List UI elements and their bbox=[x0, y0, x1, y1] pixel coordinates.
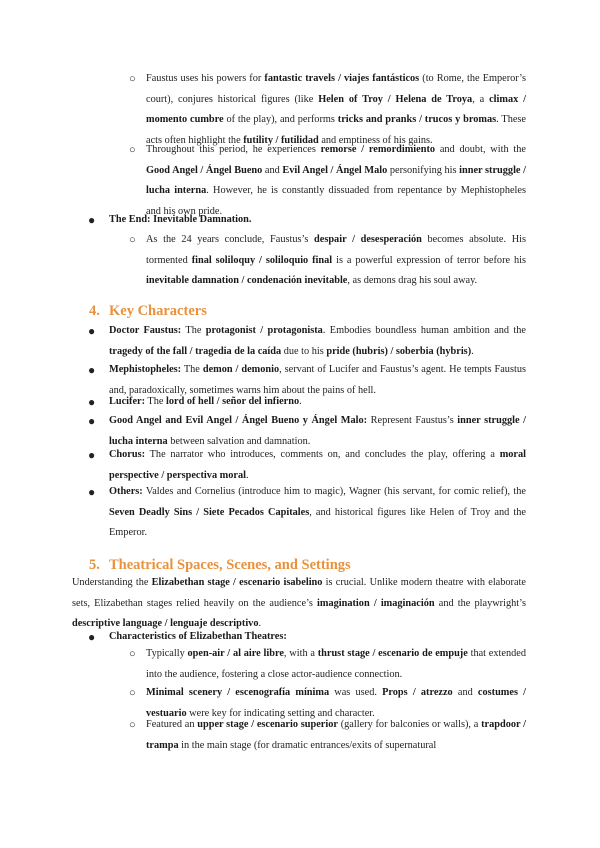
bold-term: lord of hell / señor del infierno bbox=[166, 396, 300, 407]
text-run: is crucial. Unlike modern theatre with elaborate sets, Elizabethan stages relied heavily on the audience’s bbox=[72, 577, 526, 609]
filled-bullet-icon: ● bbox=[88, 395, 96, 409]
section-heading-4 bbox=[89, 301, 207, 321]
hollow-bullet-icon: ○ bbox=[129, 144, 136, 156]
bold-term: Good Angel / Ángel Bueno bbox=[146, 164, 263, 176]
text-run: Throughout this period, he experiences bbox=[146, 144, 321, 155]
hollow-bullet-icon: ○ bbox=[129, 648, 136, 660]
bold-term: Others: bbox=[109, 486, 143, 497]
bold-term: inner struggle / lucha interna bbox=[109, 415, 526, 447]
bold-term: costumes / vestuario bbox=[146, 687, 526, 719]
bold-term: Elizabethan stage / escenario isabelino bbox=[151, 577, 323, 588]
bold-term: final soliloquy / soliloquio final bbox=[191, 254, 333, 266]
heading-number: 5. bbox=[89, 557, 100, 573]
text-run: Typically bbox=[146, 648, 188, 659]
text-run: was used. bbox=[329, 687, 383, 698]
text-run: The bbox=[145, 396, 167, 407]
text-run: becomes absolute. His tormented bbox=[146, 234, 526, 266]
bold-term: inevitable damnation / condenación inevitable bbox=[146, 275, 348, 286]
section-heading-5 bbox=[89, 555, 351, 575]
hollow-bullet-icon: ○ bbox=[129, 719, 136, 731]
bold-term: thrust stage / escenario de empuje bbox=[317, 648, 468, 659]
filled-bullet-icon: ● bbox=[88, 414, 96, 428]
text-run: , as demons drag his soul away. bbox=[347, 275, 478, 286]
text-run: Valdes and Cornelius (introduce him to magic), Wagner (his servant, for comic relief), the bbox=[142, 486, 526, 497]
bold-term: upper stage / escenario superior bbox=[197, 719, 338, 730]
bold-term: pride (hubris) / soberbia (hybris) bbox=[326, 345, 472, 357]
filled-bullet-icon: ● bbox=[88, 448, 96, 462]
text-run: personifying his bbox=[387, 164, 460, 176]
bold-term: Mephistopheles: bbox=[109, 364, 182, 375]
bold-term: trapdoor / trampa bbox=[146, 719, 526, 751]
paragraph-upper-stage bbox=[146, 715, 526, 756]
text-run: in the main stage (for dramatic entrances/exits of supernatural bbox=[178, 739, 437, 751]
text-run: that extended into the audience, fostering a close actor-audience connection. bbox=[146, 648, 526, 680]
text-run: due to his bbox=[281, 345, 327, 357]
bold-term: tricks and pranks / trucos y bromas bbox=[337, 114, 497, 125]
hollow-bullet-icon: ○ bbox=[129, 687, 136, 699]
list-item-lucifer bbox=[109, 392, 526, 413]
text-run: and emptiness of his gains. bbox=[318, 134, 433, 146]
bold-term: The End: Inevitable Damnation. bbox=[109, 214, 252, 225]
bold-term: Chorus: bbox=[109, 449, 146, 460]
list-item-others bbox=[109, 482, 526, 544]
heading-number: 4. bbox=[89, 303, 100, 319]
filled-bullet-icon: ● bbox=[88, 485, 96, 499]
paragraph-travels bbox=[146, 69, 526, 151]
text-run: . bbox=[245, 469, 249, 481]
text-run: . These acts often highlight the bbox=[146, 114, 526, 146]
text-run: of the play), and performs bbox=[223, 114, 338, 125]
hollow-bullet-icon: ○ bbox=[129, 73, 136, 85]
filled-bullet-icon: ● bbox=[88, 324, 96, 338]
paragraph-elizabethan-stage bbox=[72, 573, 526, 635]
bold-term: Characteristics of Elizabethan Theatres: bbox=[109, 631, 287, 642]
heading-title: Theatrical Spaces, Scenes, and Settings bbox=[109, 557, 351, 573]
bold-term: climax / momento cumbre bbox=[146, 93, 526, 125]
filled-bullet-icon: ● bbox=[88, 630, 96, 644]
bold-term: remorse / remordimiento bbox=[320, 144, 436, 155]
list-item-faustus bbox=[109, 321, 526, 362]
text-run: . However, he is constantly dissuaded from repentance by Mephistopheles and his own pride. bbox=[146, 185, 526, 217]
bold-term: Props / atrezzo bbox=[382, 687, 453, 698]
text-run: The narrator who introduces, comments on, and concludes the play, offering a bbox=[145, 449, 500, 460]
bold-term: Seven Deadly Sins / Siete Pecados Capitales bbox=[109, 506, 310, 518]
bold-term: demon / demonio bbox=[202, 364, 280, 375]
text-run: Featured an bbox=[146, 719, 198, 730]
text-run: between salvation and damnation. bbox=[167, 435, 311, 447]
heading-title: Key Characters bbox=[109, 303, 207, 319]
text-run: and the playwright’s bbox=[434, 597, 526, 609]
list-item-the-end bbox=[109, 210, 526, 231]
bold-term: inner struggle / lucha interna bbox=[146, 164, 526, 196]
paragraph-despair bbox=[146, 230, 526, 292]
filled-bullet-icon: ● bbox=[88, 363, 96, 377]
text-run: (gallery for balconies or walls), a bbox=[337, 719, 482, 730]
bold-term: protagonist / protagonista bbox=[205, 325, 323, 336]
text-run: , a bbox=[472, 93, 490, 105]
bold-term: despair / desesperación bbox=[314, 234, 422, 245]
bold-term: imagination / imaginación bbox=[317, 597, 435, 609]
text-run: Represent Faustus’s bbox=[367, 415, 458, 426]
text-run: and bbox=[262, 164, 283, 176]
bold-term: Evil Angel / Ángel Malo bbox=[282, 164, 388, 176]
text-run: , with a bbox=[283, 648, 318, 659]
text-run: (to Rome, the Emperor’s court), conjures historical figures (like bbox=[146, 73, 526, 105]
bold-term: Helen of Troy / Helena de Troya bbox=[318, 93, 473, 105]
filled-bullet-icon: ● bbox=[88, 213, 96, 227]
text-run: The bbox=[181, 325, 206, 336]
text-run: and doubt, with the bbox=[435, 144, 526, 155]
bold-term: tragedy of the fall / tragedia de la caída bbox=[109, 345, 282, 357]
bold-term: descriptive language / lenguaje descriptivo bbox=[72, 618, 259, 629]
bold-term: fantastic travels / viajes fantásticos bbox=[264, 73, 420, 84]
bold-term: Doctor Faustus: bbox=[109, 325, 182, 336]
list-item-chorus bbox=[109, 445, 526, 486]
text-run: , and historical figures like Helen of Troy and the Emperor. bbox=[109, 506, 526, 538]
bold-term: open-air / al aire libre bbox=[187, 648, 284, 659]
text-run: Understanding the bbox=[72, 577, 152, 588]
paragraph-open-air bbox=[146, 644, 526, 685]
text-run: . Embodies boundless human ambition and the bbox=[322, 325, 526, 336]
text-run: is a powerful expression of terror before his bbox=[332, 254, 527, 266]
text-run: and bbox=[452, 687, 478, 698]
text-run: . bbox=[299, 396, 302, 407]
text-run: . bbox=[471, 345, 474, 357]
text-run: . bbox=[258, 618, 262, 629]
bold-term: Minimal scenery / escenografía mínima bbox=[146, 687, 330, 698]
text-run: Faustus uses his powers for bbox=[146, 73, 265, 84]
text-run: were key for indicating setting and character. bbox=[186, 707, 375, 719]
bold-term: moral perspective / perspectiva moral bbox=[109, 449, 526, 481]
hollow-bullet-icon: ○ bbox=[129, 234, 136, 246]
text-run: The bbox=[181, 364, 203, 375]
text-run: , servant of Lucifer and Faustus’s agent. He tempts Faustus and, paradoxically, sometimes warns him about the pains of hell. bbox=[109, 364, 526, 396]
bold-term: Lucifer: bbox=[109, 396, 146, 407]
bold-term: Good Angel and Evil Angel / Ángel Bueno y Ángel Malo: bbox=[109, 415, 368, 426]
text-run: As the 24 years conclude, Faustus’s bbox=[146, 234, 315, 245]
bold-term: futility / futilidad bbox=[243, 134, 319, 146]
